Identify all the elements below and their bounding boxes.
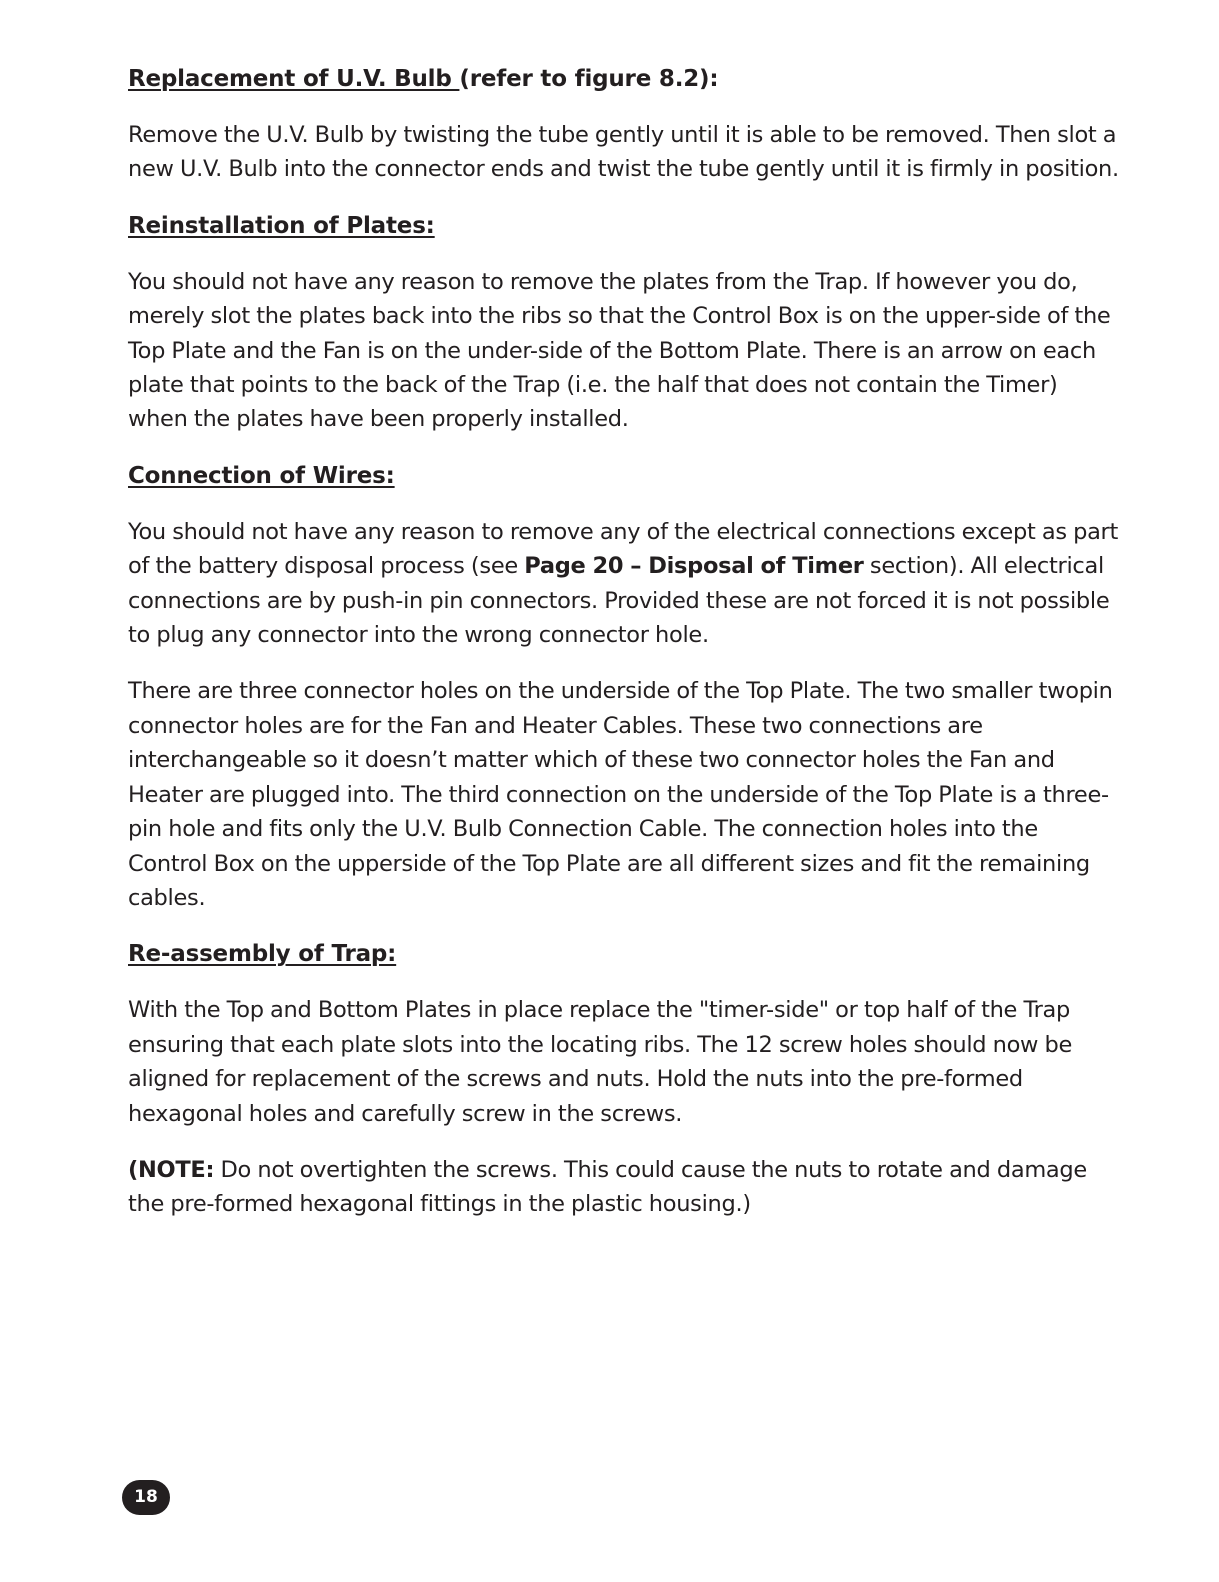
paragraph-plates: You should not have any reason to remove the plates from the Trap. If however you do, merely slot the plates back into the ribs so that the Control Box is on the upper-side of the Top Plate and the Fan is on the under-side of the Bottom Plate. There is an arrow on each plate that points to the back of the Trap (i.e. the half that does not contain the Timer) when the plates have been properly installed. xyxy=(128,268,1111,433)
paragraph-reassembly: With the Top and Bottom Plates in place replace the "timer-side" or top half of the Trap ensuring that each plate slots into the locating ribs. The 12 screw holes should now be aligned for replacement of the screws and nuts. Hold the nuts into the pre-formed hexagonal holes and carefully screw in the screws. xyxy=(128,997,1073,1127)
paragraph-wires-1 xyxy=(128,515,1120,653)
paragraph-uv-bulb: Remove the U.V. Bulb by twisting the tube gently until it is able to be removed. Then slot a new U.V. Bulb into the connector ends and twist the tube gently until it is firmly in position. xyxy=(128,122,1119,183)
heading-uv-bulb-main: Replacement of U.V. Bulb xyxy=(128,66,460,92)
heading-reassembly xyxy=(128,937,1120,971)
paragraph-note xyxy=(128,1153,1120,1222)
heading-uv-bulb xyxy=(128,62,1120,96)
note-text: Do not overtighten the screws. This could cause the nuts to rotate and damage the pre-formed hexagonal fittings in the plastic housing.) xyxy=(128,1156,1087,1218)
wires-text-pre: You should not have any reason to remove any of the electrical connections except as part of the battery disposal process (see xyxy=(128,518,1119,580)
heading-plates xyxy=(128,209,1120,243)
heading-wires-text: Connection of Wires: xyxy=(128,462,395,489)
heading-plates-text: Reinstallation of Plates: xyxy=(128,212,435,239)
page-reference: Page 20 – Disposal of Timer xyxy=(524,553,864,580)
page-number-badge: 18 xyxy=(122,1480,170,1515)
heading-uv-bulb-ref: (refer to figure 8.2): xyxy=(459,66,719,92)
paragraph-wires-2: There are three connector holes on the underside of the Top Plate. The two smaller twopin connector holes are for the Fan and Heater Cables. These two connections are interchangeable so it doesn’t matter which of these two connector holes the Fan and Heater are plugged into. The third connection on the underside of the Top Plate is a three-pin hole and fits only the U.V. Bulb Connection Cable. The connection holes into the Control Box on the upperside of the Top Plate are all different sizes and fit the remaining cables. xyxy=(128,678,1113,911)
document-page xyxy=(128,62,1120,1244)
heading-reassembly-text: Re-assembly of Trap: xyxy=(128,941,397,968)
wires-text-post: section). All electrical connections are by push-in pin connectors. Provided these are not forced it is not possible to plug any connector into the wrong connector hole. xyxy=(128,553,1110,649)
heading-wires xyxy=(128,459,1120,493)
note-label: (NOTE: xyxy=(128,1156,215,1183)
